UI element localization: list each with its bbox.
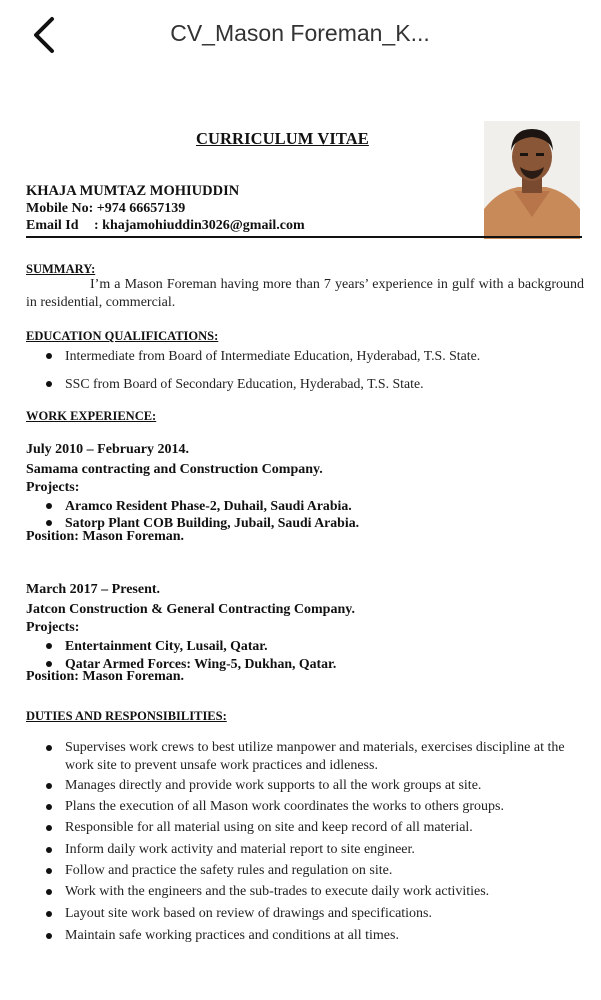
summary-text: I’m a Mason Foreman having more than 7 years’ experience in gulf with a background in residential, commercial.: [26, 277, 584, 310]
bullet-icon: [46, 353, 52, 359]
list-item: Intermediate from Board of Intermediate Education, Hyderabad, T.S. State.: [46, 347, 480, 364]
education-heading: EDUCATION QUALIFICATIONS:: [26, 329, 219, 343]
duty-item: Work with the engineers and the sub-trades to execute daily work activities.: [46, 883, 586, 901]
project-item: Satorp Plant COB Building, Jubail, Saudi Arabia.: [46, 514, 359, 531]
email-line: [26, 218, 305, 234]
bullet-icon: [46, 643, 52, 649]
email-label: Email Id: [26, 218, 79, 233]
summary-heading: SUMMARY:: [26, 262, 96, 276]
bullet-icon: [46, 889, 52, 895]
duty-item: Inform daily work activity and material report to site engineer.: [46, 841, 586, 859]
project-item: Entertainment City, Lusail, Qatar.: [46, 637, 268, 654]
projects-label: Projects:: [26, 620, 80, 635]
job-period: March 2017 – Present.: [26, 582, 161, 597]
duty-item: Maintain safe working practices and conditions at all times.: [46, 927, 586, 945]
duty-item: Responsible for all material using on site and keep record of all material.: [46, 819, 586, 837]
project-item: Aramco Resident Phase-2, Duhail, Saudi Arabia.: [46, 497, 352, 514]
bullet-icon: [46, 745, 52, 751]
bullet-icon: [46, 911, 52, 917]
bullet-icon: [46, 868, 52, 874]
duty-item: Plans the execution of all Mason work coordinates the works to others groups.: [46, 798, 586, 816]
duty-item: Layout site work based on review of drawings and specifications.: [46, 905, 586, 923]
job-position: Position: Mason Foreman.: [26, 529, 185, 544]
bullet-icon: [46, 933, 52, 939]
projects-label: Projects:: [26, 480, 80, 495]
document-title: CV_Mason Foreman_K...: [170, 20, 430, 46]
bullet-icon: [46, 661, 52, 667]
duty-item: Manages directly and provide work supports to all the work groups at site.: [46, 777, 586, 795]
duty-item: Supervises work crews to best utilize manpower and materials, exercises discipline at the work site to prevent unsafe work practices and idleness.: [46, 739, 586, 774]
bullet-icon: [46, 381, 52, 387]
list-item: SSC from Board of Secondary Education, Hyderabad, T.S. State.: [46, 375, 424, 392]
work-experience-heading: WORK EXPERIENCE:: [26, 409, 157, 423]
header-divider: [26, 236, 582, 238]
bullet-icon: [46, 783, 52, 789]
job-position: Position: Mason Foreman.: [26, 669, 185, 684]
profile-photo: [484, 121, 580, 239]
cv-heading: CURRICULUM VITAE: [196, 129, 369, 148]
job-company: Jatcon Construction & General Contracting Company.: [26, 602, 355, 617]
duties-heading: DUTIES AND RESPONSIBILITIES:: [26, 709, 227, 723]
mobile-number: Mobile No: +974 66657139: [26, 201, 186, 216]
project-item: Qatar Armed Forces: Wing-5, Dukhan, Qatar.: [46, 655, 336, 672]
job-company: Samama contracting and Construction Company.: [26, 462, 323, 477]
email-value: : khajamohiuddin3026@gmail.com: [94, 218, 305, 233]
job-period: July 2010 – February 2014.: [26, 442, 189, 457]
duty-item: Follow and practice the safety rules and regulation on site.: [46, 862, 586, 880]
bullet-icon: [46, 520, 52, 526]
bullet-icon: [46, 503, 52, 509]
bullet-icon: [46, 825, 52, 831]
candidate-name: KHAJA MUMTAZ MOHIUDDIN: [26, 183, 240, 199]
bullet-icon: [46, 847, 52, 853]
bullet-icon: [46, 804, 52, 810]
